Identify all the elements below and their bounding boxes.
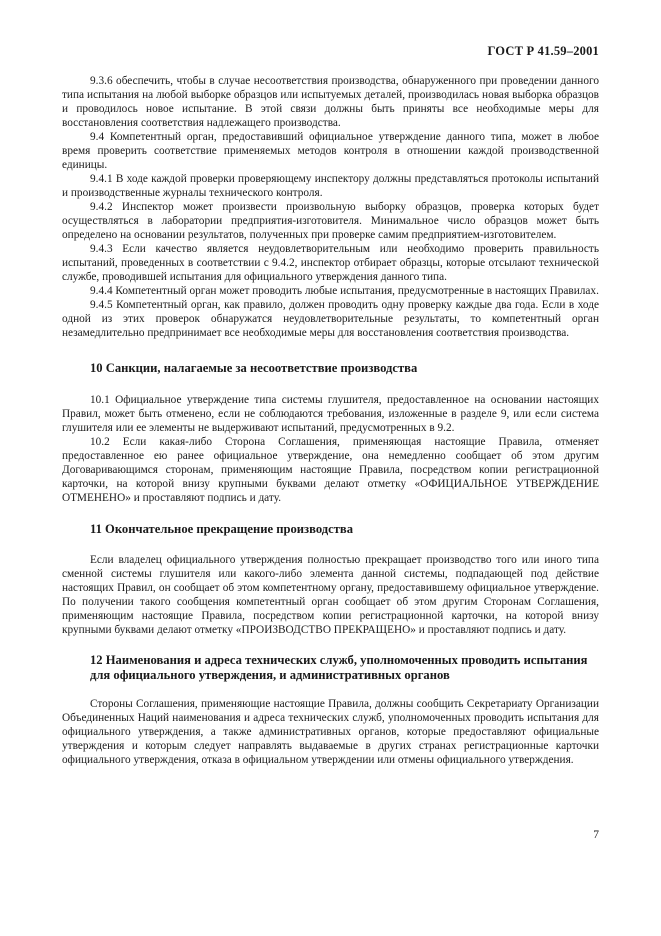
paragraph-9-4: 9.4 Компетентный орган, предоставивший официальное утверждение данного типа, может в любое время проверить соответствие применяемых методов контроля в отношении каждой производственной единицы.: [62, 131, 599, 171]
paragraph-9-4-2: 9.4.2 Инспектор может произвести произвольную выборку образцов, проверка которых будет осуществляться в лаборатории предприятия-изготовителя. Минимальное число образцов может быть определено на основании результатов, полученных при проверке самим предприятием-изготовителем.: [62, 201, 599, 241]
page-body: [62, 74, 599, 767]
paragraph-9-3-6: 9.3.6 обеспечить, чтобы в случае несоответствия производства, обнаруженного при проведении данного типа испытания на любой выборке образцов или испытуемых деталей, производилась новая выборка образцов и проводилось новое испытание. В этой связи должны быть приняты все необходимые меры для восстановления соответствия надлежащего производства.: [62, 75, 599, 129]
document-code: ГОСТ Р 41.59–2001: [487, 44, 599, 58]
section-11-heading: 11 Окончательное прекращение производства: [90, 522, 353, 536]
paragraph-9-4-3: 9.4.3 Если качество является неудовлетворительным или необходимо проверить правильность испытаний, проведенных в соответствии с 9.4.2, инспектор отбирает образцы, которые отсылают технической службе, проводившей испытания для официального утверждения данного типа.: [62, 243, 599, 283]
section-12-heading: 12 Наименования и адреса технических служб, уполномоченных проводить испытания для официального утверждения, и административных органов: [90, 653, 588, 682]
section-10-heading: 10 Санкции, налагаемые за несоответствие производства: [90, 361, 418, 375]
paragraph-12: Стороны Соглашения, применяющие настоящие Правила, должны сообщить Секретариату Организации Объединенных Наций наименования и адреса технических служб, уполномоченных проводить испытания для официального утверждения, а также административных органов, которые предоставляют официальные утверждения и которым следует направлять выдаваемые в других странах регистрационные карточки официального утверждения, отказа в официальном утверждении или отмены официального утверждения.: [62, 698, 599, 766]
paragraph-11: Если владелец официального утверждения полностью прекращает производство того или иного типа сменной системы глушителя или какого-либо элемента данной системы, подпадающей под действие настоящих Правил, он сообщает об этом компетентному органу, предоставившему официальное утверждение. По получении такого сообщения компетентный орган сообщает об этом другим Сторонам Соглашения, применяющим настоящие Правила, посредством копии регистрационной карточки, на которой внизу крупными буквами делают отметку «ПРОИЗВОДСТВО ПРЕКРАЩЕНО» и проставляют подпись и дату.: [62, 554, 599, 636]
paragraph-10-1: 10.1 Официальное утверждение типа системы глушителя, предоставленное на основании настоящих Правил, может быть отменено, если не соблюдаются требования, изложенные в разделе 9, или если система глушителя или ее элементы не выдерживают испытаний, предусмотренных в 9.2.: [62, 394, 599, 434]
paragraph-9-4-4: 9.4.4 Компетентный орган может проводить любые испытания, предусмотренные в настоящих Правилах.: [90, 285, 599, 297]
page-number: 7: [593, 829, 599, 841]
paragraph-9-4-1: 9.4.1 В ходе каждой проверки проверяющему инспектору должны представляться протоколы испытаний и производственные журналы технического контроля.: [62, 173, 599, 199]
paragraph-9-4-5: 9.4.5 Компетентный орган, как правило, должен проводить одну проверку каждые два года. Если в ходе одной из этих проверок обнаружатся неудовлетворительные результаты, то компетентный орган незамедлительно предпринимает все необходимые меры для восстановления соответствия производства.: [62, 299, 599, 339]
paragraph-10-2: 10.2 Если какая-либо Сторона Соглашения, применяющая настоящие Правила, отменяет предоставленное ею ранее официальное утверждение, она немедленно сообщает об этом другим Договаривающимся сторонам, применяющим настоящие Правила, посредством копии регистрационной карточки, на которой внизу крупными буквами делают отметку «ОФИЦИАЛЬНОЕ УТВЕРЖДЕНИЕ ОТМЕНЕНО» и проставляют подпись и дату.: [62, 436, 599, 504]
